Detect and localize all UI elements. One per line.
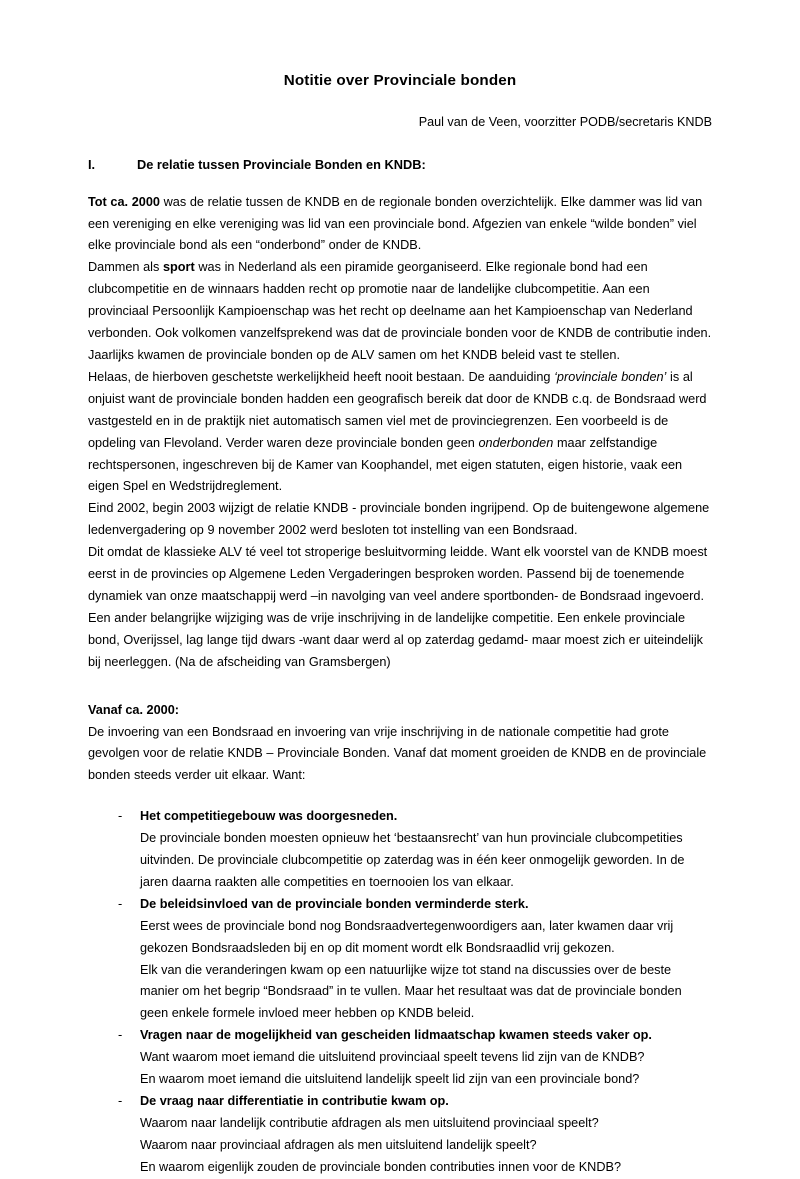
list-item-text-3: En waarom eigenlijk zouden de provinciale bonden contributies innen voor de KNDB? — [140, 1159, 622, 1174]
list-item — [88, 894, 712, 1025]
paragraph-3 — [88, 367, 712, 498]
list-marker-dash: - — [118, 896, 123, 911]
list-item-body — [140, 1091, 712, 1179]
list-item-text: Waarom naar landelijk contributie afdragen als men uitsluitend provinciaal speelt? — [140, 1115, 599, 1130]
section-heading-1 — [88, 131, 712, 174]
list-marker-dash: - — [118, 1028, 123, 1043]
list-item-lead: De beleidsinvloed van de provinciale bonden verminderde sterk. — [140, 896, 529, 911]
list-item-text: Eerst wees de provinciale bond nog Bondsraadvertegenwoordigers aan, later kwamen daar vrij gekozen Bondsraadsleden bij en op dit moment wordt elk Bondsraadlid vrij gekozen. — [140, 918, 674, 955]
paragraph-3-italic-term: ‘provinciale bonden’ — [554, 369, 667, 384]
list-item — [88, 806, 712, 894]
list-item-text-2: Waarom naar provinciaal afdragen als men uitsluitend landelijk speelt? — [140, 1137, 537, 1152]
list-item-lead: De vraag naar differentiatie in contributie kwam op. — [140, 1094, 449, 1108]
consequences-list — [88, 787, 712, 1178]
page-title: Notitie over Provinciale bonden — [283, 72, 517, 89]
list-item-text-2: En waarom moet iemand die uitsluitend landelijk speelt lid zijn van een provinciale bond? — [140, 1072, 640, 1087]
author-byline: Paul van de Veen, voorzitter PODB/secretaris KNDB — [418, 114, 712, 129]
paragraph-3-italic-term-2: onderbonden — [478, 435, 554, 450]
section-number: I. — [88, 156, 96, 172]
paragraph-2 — [88, 257, 712, 367]
paragraph-5: Dit omdat de klassieke ALV té veel tot stroperige besluitvorming leidde. Want elk voorstel van de KNDB moest eerst in de provincies op Algemene Leden Vergaderingen besproken worden. Passend bij de toenemende dynamiek van onze maatschappij werd –in navolging van veel andere sportbonden- de Bondsraad ingevoerd. Een ander belangrijke wijziging was de vrije inschrijving in de landelijke competitie. Een enkele provinciale bond, Overijssel, lag lange tijd dwars -want daar werd al op zaterdag gedamd- maar moest zich er uiteindelijk bij neerleggen. (Na de afscheiding van Gramsbergen) — [88, 545, 708, 669]
paragraph-3-text-a: Helaas, de hierboven geschetste werkelijkheid heeft nooit bestaan. De aanduiding — [88, 369, 555, 384]
list-item-lead: Het competitiegebouw was doorgesneden. — [140, 809, 398, 824]
list-item-body — [140, 806, 712, 894]
document-content — [88, 0, 712, 1179]
paragraph-2-text-b: was in Nederland als een piramide georganiseerd. Elke regionale bond had een clubcompetitie en de winnaars hadden recht op promotie naar de landelijke clubcompetitie. Aan een provinciaal Persoonlijk Kampioenschap was het recht op deelname aan het Kampioenschap van Nederland verbonden. Ook volkomen vanzelfsprekend was dat de provinciale bonden voor de KNDB de contributie inden. Jaarlijks kwamen de provinciale bonden op de ALV samen om het KNDB beleid vast te stellen. — [88, 260, 712, 362]
paragraph-4: Eind 2002, begin 2003 wijzigt de relatie KNDB - provinciale bonden ingrijpend. Op de buitengewone algemene ledenvergadering op 9 november 2002 werd besloten tot instelling van een Bondsraad. — [88, 501, 710, 538]
list-item-text: Want waarom moet iemand die uitsluitend provinciaal speelt tevens lid zijn van de KNDB? — [140, 1050, 645, 1065]
paragraph-2-text-a: Dammen als — [88, 260, 163, 275]
list-item — [88, 1025, 712, 1091]
paragraph-1 — [88, 174, 712, 258]
list-marker-dash: - — [118, 1094, 123, 1108]
list-marker-dash: - — [118, 809, 123, 824]
list-item-text: De provinciale bonden moesten opnieuw het ‘bestaansrecht’ van hun provinciale clubcompetities uitvinden. De provinciale clubcompetitie op zaterdag was in één keer onmogelijk geworden. In de jaren daarna raakten alle competities en toernooien los van elkaar. — [140, 831, 685, 889]
subsection-paragraph: De invoering van een Bondsraad en invoering van vrije inschrijving in de nationale competitie had grote gevolgen voor de relatie KNDB – Provinciale Bonden. Vanaf dat moment groeiden de KNDB en de provinciale bonden steeds verder uit elkaar. Want: — [88, 724, 707, 783]
paragraph-1-text: was de relatie tussen de KNDB en de regionale bonden overzichtelijk. Elke dammer was lid van een vereniging en elke vereniging was lid van een provinciale bond. Afgezien van enkele “wilde bonden” viel elke provinciale bond als een “onderbond” onder de KNDB. — [88, 194, 703, 253]
list-item — [88, 1091, 712, 1179]
section-heading-text: De relatie tussen Provinciale Bonden en KNDB: — [137, 156, 426, 172]
paragraph-2-bold: sport — [163, 260, 195, 275]
list-item-text-2: Elk van die veranderingen kwam op een natuurlijke wijze tot stand na discussies over de beste manier om het begrip “Bondsraad” in te vullen. Maar het resultaat was dat de provinciale bonden geen enkele formele invloed meer hebben op KNDB beleid. — [140, 962, 682, 1021]
list-item-lead: Vragen naar de mogelijkheid van gescheiden lidmaatschap kwamen steeds vaker op. — [140, 1028, 652, 1043]
paragraph-3-text-b: is al onjuist want de provinciale bonden hadden een geografisch bereik dat door de KNDB c.q. de Bondsraad werd vastgesteld en in de praktijk niet automatisch samen viel met de provinciegrenzen. Een voorbeeld is de opdeling van Flevoland. Verder waren deze provinciale bonden geen — [88, 369, 707, 450]
list-item-body — [140, 894, 712, 1025]
list-item-body — [140, 1025, 712, 1091]
subsection-heading: Vanaf ca. 2000: — [88, 702, 179, 717]
paragraph-3-text-c: maar zelfstandige rechtspersonen, ingeschreven bij de Kamer van Koophandel, met eigen statuten, eigen historie, vaak een eigen Spel en Wedstrijdreglement. — [88, 435, 683, 494]
paragraph-1-bold-lead: Tot ca. 2000 — [88, 194, 160, 209]
